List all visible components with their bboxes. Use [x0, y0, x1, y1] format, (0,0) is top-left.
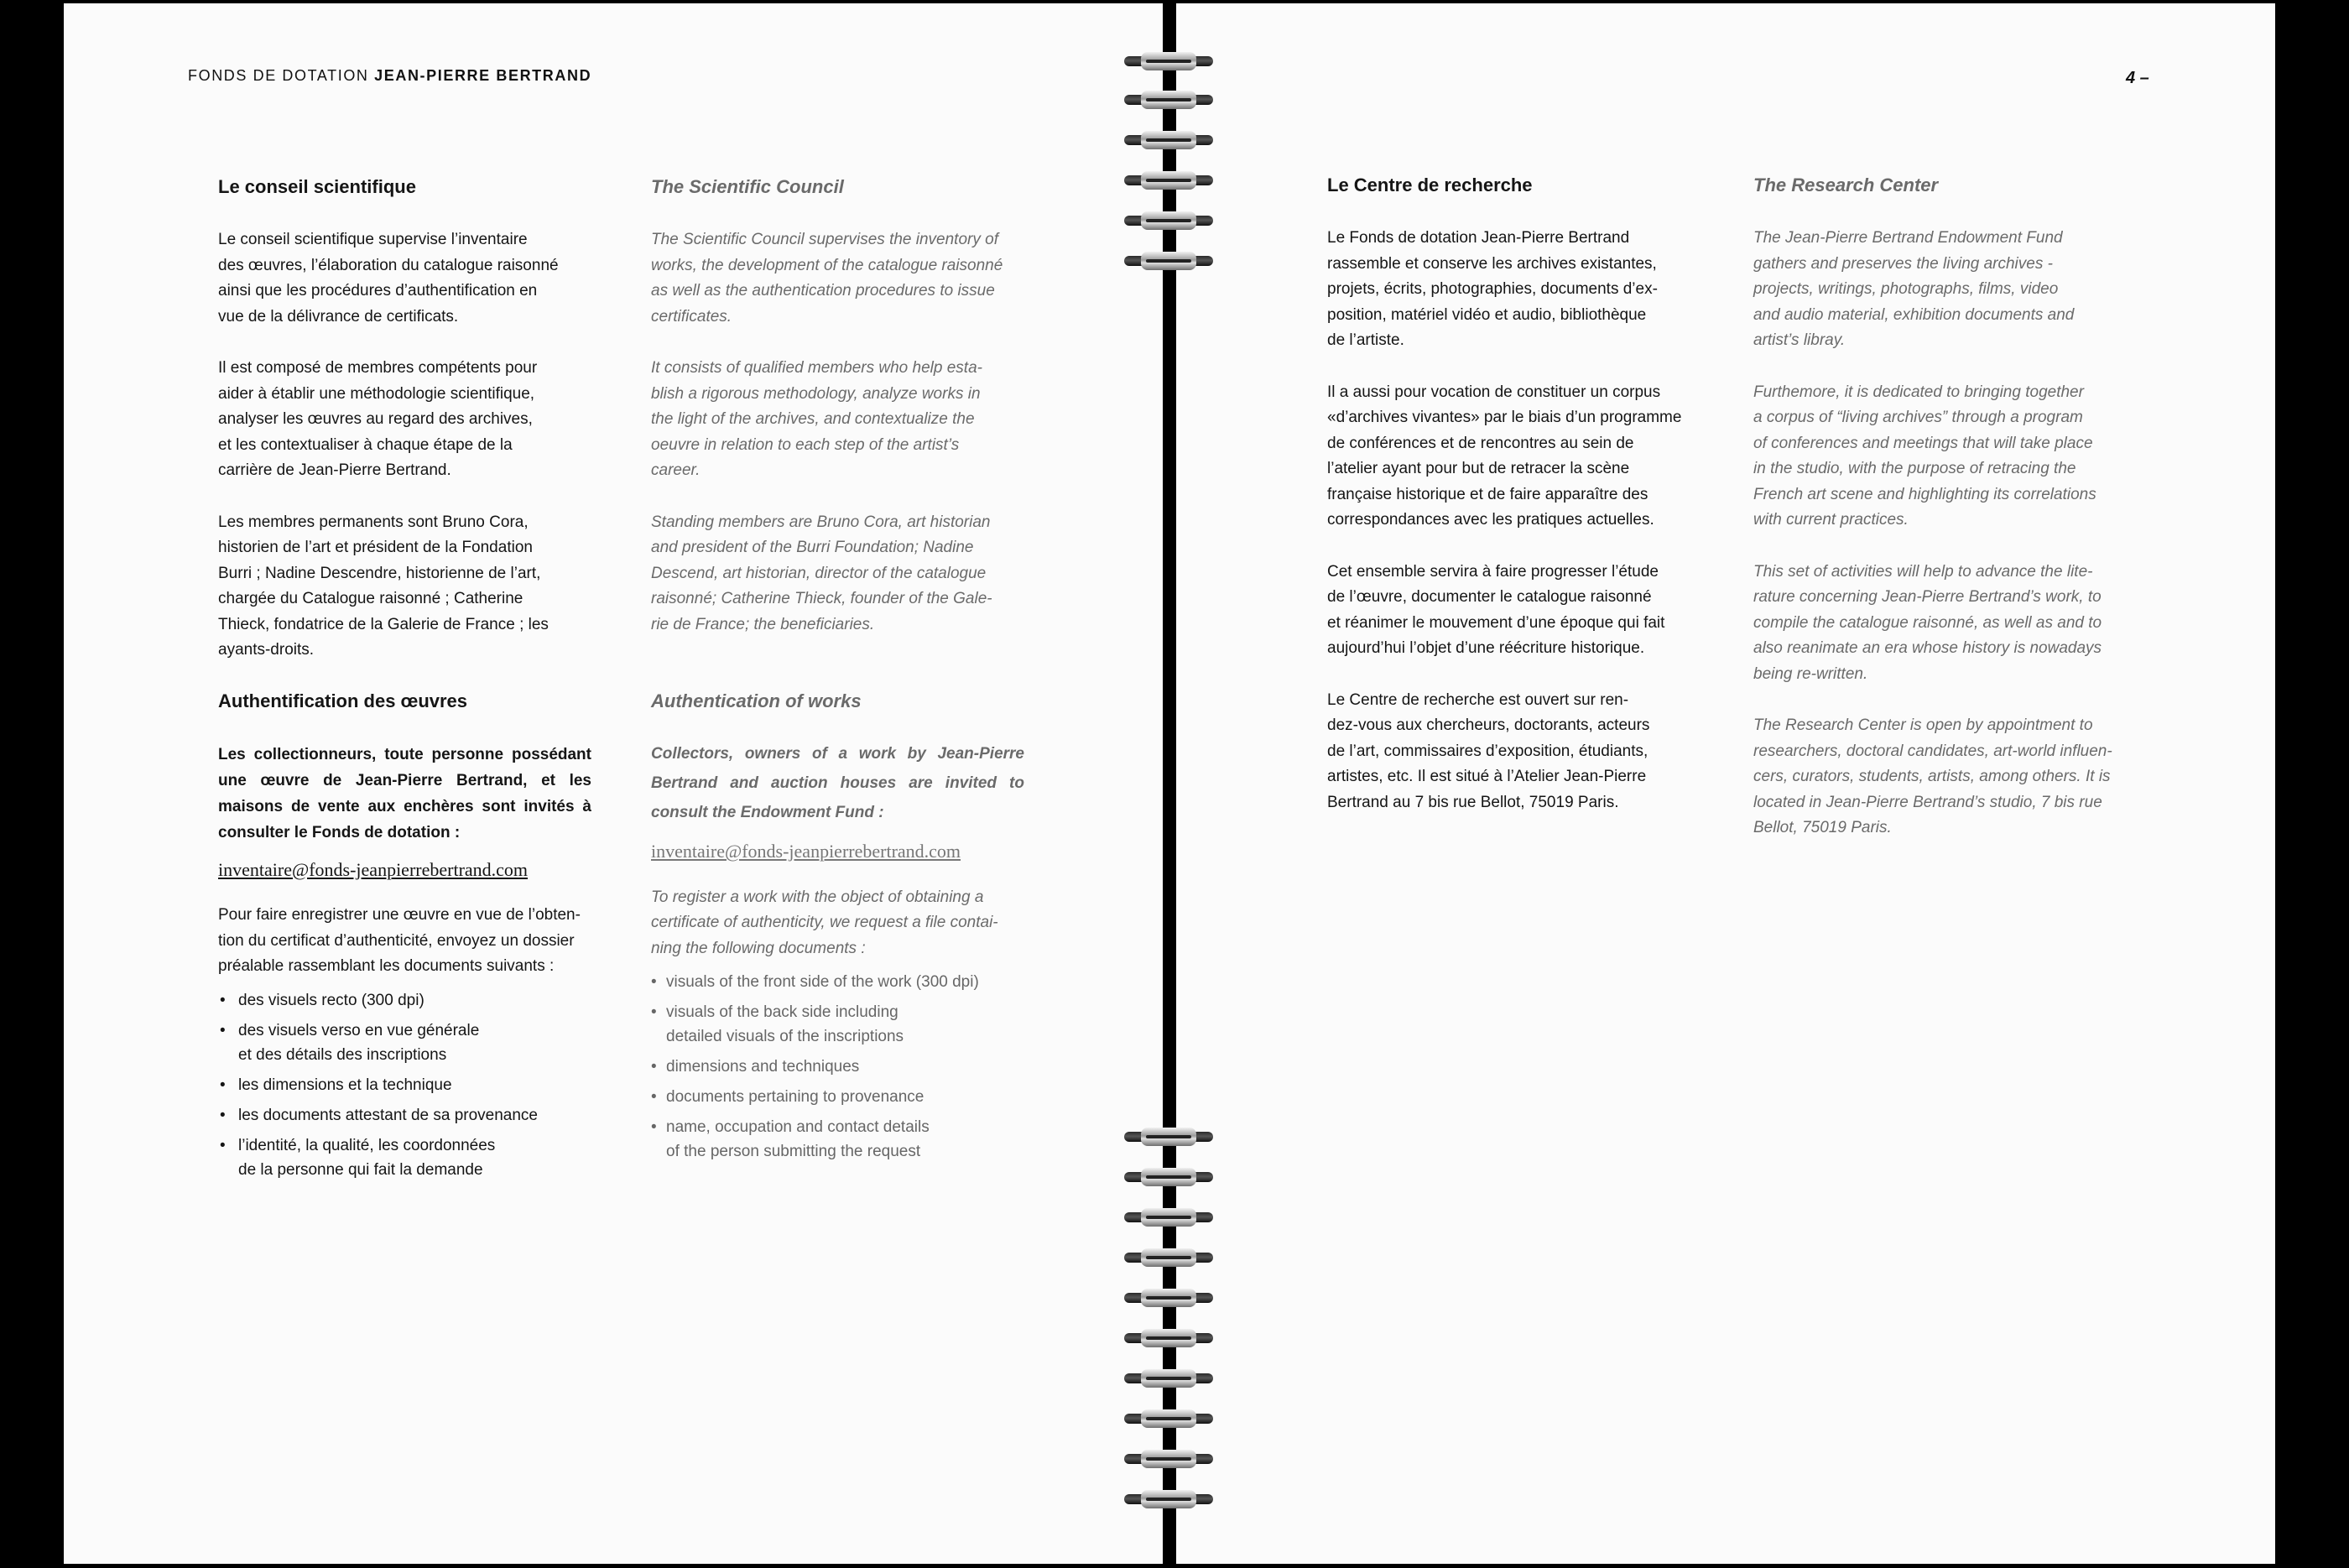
document-list-item: • des visuels verso en vue générale et des détails des inscriptions [218, 1018, 591, 1067]
text-line: rie de France; the beneficiaries. [651, 615, 875, 633]
text-line: compile the catalogue raisonné, as well as and to [1753, 613, 2102, 632]
text-line: being re-written. [1753, 664, 1868, 683]
text-line: Le Centre de recherche est ouvert sur ren- [1327, 690, 1629, 709]
contact-email-en[interactable]: inventaire@fonds-jeanpierrebertrand.com [651, 841, 961, 862]
text-line: projects, writings, photographs, films, video [1753, 280, 2059, 298]
text-line: rassemble et conserve les archives existantes, [1327, 254, 1657, 273]
page-number: 4 – [2126, 69, 2149, 87]
council-paragraph-2-en [651, 356, 1024, 484]
text-line: de l’art, commissaires d’exposition, étudiants, [1327, 742, 1648, 760]
binding-ring [1124, 211, 1213, 230]
documents-list-en [651, 970, 1024, 1164]
text-line: Pour faire enregistrer une œuvre en vue de l’obten- [218, 906, 581, 924]
binding-ring [1124, 252, 1213, 270]
text-line: cers, curators, students, artists, among others. It is [1753, 768, 2111, 785]
text-line: dez-vous aux chercheurs, doctorants, acteurs [1327, 716, 1650, 734]
text-line: position, matériel vidéo et audio, bibliothèque [1327, 305, 1647, 324]
binding-ring [1124, 1450, 1213, 1468]
text-line: des œuvres, l’élaboration du catalogue raisonné [218, 256, 559, 274]
binding-ring [1124, 1369, 1213, 1388]
text-line: française historique et de faire apparaître des [1327, 485, 1648, 503]
text-line: Le conseil scientifique supervise l’inventaire [218, 231, 528, 248]
text-line: Les membres permanents sont Bruno Cora, [218, 513, 529, 531]
left-french-column [218, 175, 591, 1188]
text-line: It consists of qualified members who help esta- [651, 359, 982, 377]
text-line: et réanimer le mouvement d’une époque qui fait [1327, 613, 1665, 632]
document-list-item: • dimensions and techniques [651, 1055, 1024, 1079]
text-line: de l’artiste. [1327, 331, 1404, 349]
text-line: Bellot, 75019 Paris. [1753, 819, 1892, 836]
text-line: with current practices. [1753, 511, 1909, 529]
text-line: The Jean-Pierre Bertrand Endowment Fund [1753, 229, 2063, 247]
binding-ring [1124, 1248, 1213, 1267]
text-line: et les contextualiser à chaque étape de la [218, 435, 513, 454]
text-line: ayants-droits. [218, 641, 315, 659]
text-line: artist’s libray. [1753, 331, 1846, 349]
document-list-item: • les dimensions et la technique [218, 1073, 591, 1097]
binding-ring [1124, 1208, 1213, 1227]
text-line: Standing members are Bruno Cora, art historian [651, 513, 991, 531]
research-paragraph-1-en [1753, 226, 2127, 354]
text-line: The Research Center is open by appointment to [1753, 716, 2093, 734]
authentication-title-en: Authentication of works [651, 690, 862, 711]
document-list-item: • documents pertaining to provenance [651, 1085, 1024, 1109]
binding-ring [1124, 1168, 1213, 1186]
document-list-item: • l’identité, la qualité, les coordonnées de la personne qui fait la demande [218, 1133, 591, 1182]
text-line: Furthemore, it is dedicated to bringing together [1753, 383, 2084, 401]
text-line: oeuvre in relation to each step of the artist’s [651, 435, 960, 454]
contact-email-fr[interactable]: inventaire@fonds-jeanpierrebertrand.com [218, 858, 529, 880]
research-center-title-fr: Le Centre de recherche [1327, 175, 1533, 195]
text-line: the light of the archives, and contextualize the [651, 410, 975, 428]
document-list-item: • visuals of the back side including detailed visuals of the inscriptions [651, 1000, 1024, 1049]
binding-ring [1124, 1128, 1213, 1146]
research-paragraph-2-en [1753, 380, 2127, 534]
authentication-paragraph-fr [218, 903, 591, 980]
authentication-title-fr: Authentification des œuvres [218, 690, 468, 711]
text-line: Cet ensemble servira à faire progresser l’étude [1327, 562, 1659, 581]
text-line: de conférences et de rencontres au sein de [1327, 434, 1634, 452]
text-line: «d’archives vivantes» par le biais d’un programme [1327, 409, 1682, 426]
text-line: and audio material, exhibition documents and [1753, 305, 2075, 324]
text-line: carrière de Jean-Pierre Bertrand. [218, 461, 451, 479]
text-line: chargée du Catalogue raisonné ; Catherine [218, 590, 523, 607]
binding-ring [1124, 131, 1213, 149]
text-line: also reanimate an era whose history is nowadays [1753, 639, 2102, 657]
text-line: historien de l’art et président de la Fondation [218, 539, 533, 556]
research-paragraph-3-fr [1327, 560, 1701, 662]
text-line: in the studio, with the purpose of retracing the [1753, 460, 2076, 477]
text-line: The Scientific Council supervises the inventory of [651, 231, 998, 248]
left-english-column [651, 175, 1024, 1169]
council-title-en: The Scientific Council [651, 176, 844, 197]
council-paragraph-3-en [651, 510, 1024, 638]
research-paragraph-4-en [1753, 713, 2127, 841]
document-list-item: • les documents attestant de sa provenance [218, 1103, 591, 1128]
text-line: as well as the authentication procedures to issue [651, 282, 995, 300]
text-line: certificates. [651, 307, 732, 326]
text-line: French art scene and highlighting its correlations [1753, 485, 2096, 503]
text-line: ainsi que les procédures d’authentification en [218, 282, 538, 300]
document-list-item: • visuals of the front side of the work (300 dpi) [651, 970, 1024, 994]
text-line: career. [651, 461, 701, 479]
council-paragraph-3-fr [218, 510, 591, 664]
text-line: located in Jean-Pierre Bertrand’s studio, 7 bis rue [1753, 793, 2102, 811]
text-line: blish a rigorous methodology, analyze works in [651, 384, 981, 403]
text-line: artistes, etc. Il est situé à l’Atelier Jean-Pierre [1327, 768, 1647, 785]
right-french-column [1327, 173, 1701, 815]
binding-ring [1124, 1409, 1213, 1428]
text-line: ning the following documents : [651, 939, 866, 957]
research-paragraph-4-fr [1327, 688, 1701, 816]
council-paragraph-1-fr [218, 227, 591, 330]
text-line: a corpus of “living archives” through a program [1753, 409, 2083, 426]
text-line: works, the development of the catalogue raisonné [651, 256, 1003, 274]
text-line: gathers and preserves the living archives - [1753, 254, 2053, 273]
text-line: projets, écrits, photographies, documents d’ex- [1327, 280, 1658, 298]
header-prefix: FONDS DE DOTATION [188, 67, 375, 84]
binding-ring [1124, 171, 1213, 190]
research-paragraph-3-en [1753, 560, 2127, 688]
text-line: Le Fonds de dotation Jean-Pierre Bertrand [1327, 229, 1630, 247]
text-line: l’atelier ayant pour but de retracer la scène [1327, 460, 1630, 477]
binding-ring [1124, 91, 1213, 109]
text-line: correspondances avec les pratiques actuelles. [1327, 511, 1654, 529]
text-line: tion du certificat d’authenticité, envoyez un dossier [218, 931, 575, 950]
binding-ring [1124, 1289, 1213, 1307]
text-line: Thieck, fondatrice de la Galerie de France ; les [218, 615, 549, 633]
text-line: de l’œuvre, documenter le catalogue raisonné [1327, 588, 1652, 606]
council-paragraph-1-en [651, 227, 1024, 330]
text-line: researchers, doctoral candidates, art-world influen- [1753, 742, 2112, 760]
text-line: vue de la délivrance de certificats. [218, 307, 459, 326]
research-center-title-en: The Research Center [1753, 175, 1939, 195]
text-line: analyser les œuvres au regard des archives, [218, 410, 533, 428]
text-line: Il a aussi pour vocation de constituer un corpus [1327, 383, 1661, 401]
binding-ring [1124, 1329, 1213, 1347]
text-line: certificate of authenticity, we request a file contai- [651, 914, 998, 931]
text-line: and president of the Burri Foundation; Nadine [651, 539, 974, 556]
header-org-name: JEAN-PIERRE BERTRAND [374, 67, 592, 84]
authentication-paragraph-en [651, 885, 1024, 962]
text-line: To register a work with the object of obtaining a [651, 888, 984, 906]
authentication-lead-fr: Les collectionneurs, toute personne possédant une œuvre de Jean-Pierre Bertrand, et les maisons de vente aux enchères sont invités à consulter le Fonds de dotation : [218, 745, 591, 841]
text-line: aujourd’hui l’objet d’une réécriture historique. [1327, 639, 1645, 657]
text-line: aider à établir une méthodologie scientifique, [218, 384, 535, 403]
authentication-lead-en: Collectors, owners of a work by Jean-Pierre Bertrand and auction houses are invited to consult the Endowment Fund : [651, 745, 1024, 821]
text-line: This set of activities will help to advance the lite- [1753, 562, 2093, 581]
document-list-item: • name, occupation and contact details of the person submitting the request [651, 1115, 1024, 1164]
text-line: rature concerning Jean-Pierre Bertrand’s work, to [1753, 588, 2102, 606]
text-line: Burri ; Nadine Descendre, historienne de l’art, [218, 564, 541, 582]
right-english-column [1753, 173, 2127, 841]
text-line: of conferences and meetings that will take place [1753, 434, 2093, 452]
text-line: raisonné; Catherine Thieck, founder of the Gale- [651, 590, 992, 607]
documents-list-fr [218, 988, 591, 1182]
binding-ring [1124, 1490, 1213, 1508]
text-line: Il est composé de membres compétents pour [218, 359, 538, 377]
text-line: préalable rassemblant les documents suivants : [218, 957, 555, 975]
research-paragraph-2-fr [1327, 380, 1701, 534]
binding-ring [1124, 52, 1213, 70]
council-paragraph-2-fr [218, 356, 591, 484]
research-paragraph-1-fr [1327, 226, 1701, 354]
text-line: Bertrand au 7 bis rue Bellot, 75019 Paris. [1327, 793, 1619, 811]
document-list-item: • des visuels recto (300 dpi) [218, 988, 591, 1013]
running-header [188, 67, 591, 85]
text-line: Descend, art historian, director of the catalogue [651, 564, 987, 582]
council-title-fr: Le conseil scientifique [218, 176, 416, 197]
